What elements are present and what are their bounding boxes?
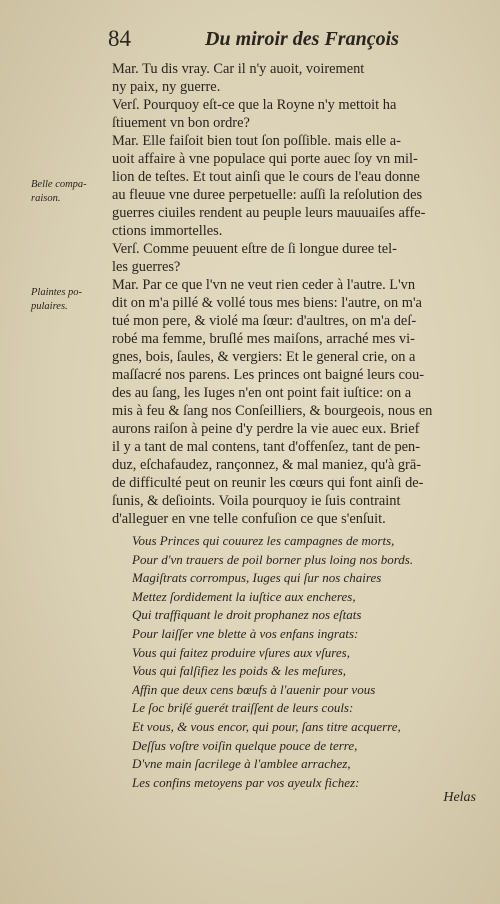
text-line: Mar. Elle faiſoit bien tout ſon poſſible. mais elle a- <box>112 133 401 149</box>
verse-line: Mettez ſordidement la iuſtice aux encheres, <box>132 588 356 604</box>
verse-line: Vous Princes qui couurez les campagnes de morts, <box>132 533 395 548</box>
verse-block <box>132 532 462 792</box>
text-line: dit on m'a pillé & vollé tous mes biens: l'autre, on m'a <box>112 295 422 311</box>
text-line: ny paix, ny guerre. <box>112 79 221 95</box>
verse-line: Les confins metoyens par vos ayeulx fichez: <box>132 774 360 790</box>
catchword: Helas <box>443 790 476 805</box>
page-number: 84 <box>108 26 131 51</box>
text-line: les guerres? <box>112 259 181 275</box>
text-line: ſtiuement vn bon ordre? <box>112 115 250 131</box>
text-line: Verſ. Pourquoy eſt-ce que la Royne n'y mettoit ha <box>112 97 397 113</box>
verse-line: Magiſtrats corrompus, Iuges qui ſur nos chaires <box>132 570 382 586</box>
verse-line: Le ſoc briſé guerét traiſſent de leurs couls: <box>132 700 354 716</box>
text-line: ſunis, & deſioints. Voila pourquoy ie ſuis contraint <box>112 493 401 509</box>
text-line: maſſacré nos parens. Les princes ont baigné leurs cou- <box>112 367 425 383</box>
verse-line: Vous qui faitez produire vſures aux vſures, <box>132 644 350 660</box>
verse-line: Et vous, & vous encor, qui pour, ſans titre acquerre, <box>132 718 401 734</box>
verse-line: D'vne main ſacrilege à l'amblee arrachez, <box>132 756 351 772</box>
text-line: Mar. Par ce que l'vn ne veut rien ceder à l'autre. L'vn <box>112 277 416 293</box>
verse-line: Pour laiſſer vne blette à vos enfans ingrats: <box>132 625 359 641</box>
text-line: aurons raiſon à peine d'y perdre la vie auec eux. Brief <box>112 421 420 437</box>
page-header <box>0 26 500 56</box>
text-line: ctions immortelles. <box>112 223 223 239</box>
text-line: mis à feu & ſang nos Conſeilliers, & bourgeois, nous en <box>112 403 433 419</box>
text-line: robé ma femme, bruſlé mes maiſons, arraché mes vi- <box>112 331 415 347</box>
margin-note: Plaintes po- pulaires. <box>31 287 83 312</box>
text-line: lion de teſtes. Et tout ainſi que le cours de l'eau donne <box>112 169 420 185</box>
text-line: Mar. Tu dis vray. Car il n'y auoit, voirement <box>112 61 365 77</box>
text-line: guerres ciuiles rendent au peuple leurs mauuaiſes affe- <box>112 205 426 221</box>
text-line: duz, eſchafaudez, rançonnez, & mal maniez, qu'à grā- <box>112 457 422 473</box>
running-title: Du miroir des François <box>205 28 399 50</box>
prose-text <box>112 60 490 528</box>
verse-line: Qui traffiquant le droit prophanez nos eſtats <box>132 607 362 623</box>
text-line: tué mon pere, & violé ma ſœur: d'aultres, on m'a deſ- <box>112 313 417 329</box>
text-line: uoit affaire à vne populace qui porte auec ſoy vn mil- <box>112 151 418 167</box>
text-line: gnes, bois, ſaules, & vergiers: Et le general crie, on a <box>112 349 416 365</box>
text-line: au fleuue vne duree perpetuelle: auſſi la reſolution des <box>112 187 423 203</box>
verse-line: Affin que deux cens bœufs à l'auenir pour vous <box>132 681 376 697</box>
text-line: des au ſang, les Iuges n'en ont point fait iuſtice: on a <box>112 385 412 401</box>
verse-line: Pour d'vn trauers de poil borner plus loing nos bords. <box>132 551 414 567</box>
text-line: il y a tant de mal contens, tant d'offenſez, tant de pen- <box>112 439 421 455</box>
text-line: d'alleguer en vne telle confuſion ce que s'enſuit. <box>112 511 386 527</box>
margin-note: Belle compa- raison. <box>31 179 87 204</box>
verse-line: Vous qui falſifiez les poids & les meſures, <box>132 663 347 679</box>
verse-line: Deſſus voſtre voiſin quelque pouce de terre, <box>132 737 358 753</box>
text-line: Verſ. Comme peuuent eſtre de ſi longue duree tel- <box>112 241 397 257</box>
text-line: de difficulté peut on reunir les cœurs qui font ainſi de- <box>112 475 424 491</box>
